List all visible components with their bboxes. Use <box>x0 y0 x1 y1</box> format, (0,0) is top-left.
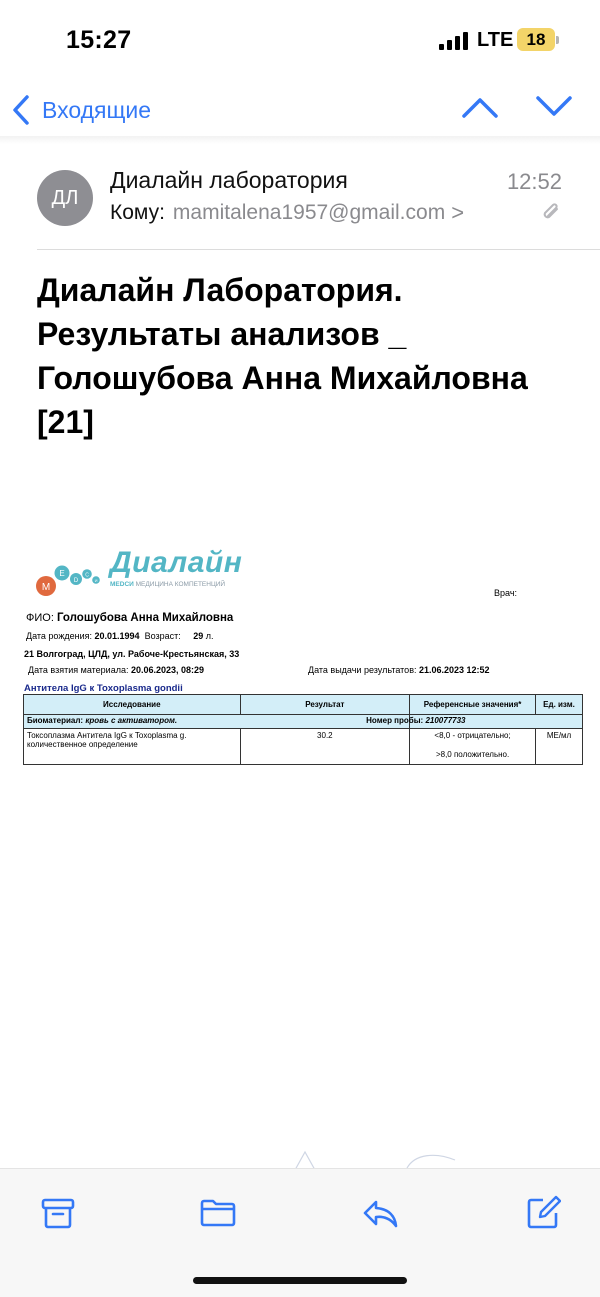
taken-row <box>28 665 204 675</box>
taken-label: Дата взятия материала: <box>28 665 129 675</box>
message-time: 12:52 <box>506 169 562 194</box>
next-message-button[interactable] <box>534 92 574 122</box>
reference-line: <8,0 - отрицательно; <box>434 731 511 740</box>
archive-icon[interactable] <box>40 1195 76 1231</box>
back-label: Входящие <box>42 96 152 123</box>
taken-value: 20.06.2023, 08:29 <box>130 665 205 675</box>
battery-tip <box>556 36 559 44</box>
faint-signature-icon <box>405 1150 465 1170</box>
test-reference <box>410 729 536 765</box>
biomaterial-label: Биоматериал: <box>27 716 84 725</box>
dob-label: Дата рождения: <box>26 631 92 641</box>
report-brand: Диалайн <box>110 546 243 579</box>
biomaterial-row <box>24 715 583 729</box>
table-row <box>24 729 583 765</box>
network-type: LTE <box>477 29 514 51</box>
sender-name[interactable]: Диалайн лаборатория <box>110 167 348 193</box>
age-value: 29 <box>193 631 204 641</box>
faint-mark-icon <box>290 1150 320 1170</box>
report-brand-sub <box>110 581 225 588</box>
to-label: Кому: <box>110 201 165 224</box>
nav-bar <box>0 80 600 140</box>
folder-icon[interactable] <box>200 1195 236 1231</box>
test-unit: МЕ/мл <box>536 729 583 765</box>
test-title: Антитела IgG к Toxoplasma gondii <box>24 683 183 694</box>
back-button[interactable] <box>10 90 151 130</box>
results-table <box>23 694 583 765</box>
table-header: Результат <box>240 695 410 715</box>
issued-value: 21.06.2023 12:52 <box>419 665 490 675</box>
logo-letter: И <box>94 578 98 583</box>
lab-report <box>20 540 585 780</box>
test-result: 30.2 <box>240 729 410 765</box>
dob-value: 20.01.1994 <box>94 631 140 641</box>
biomaterial-value: кровь с активатором. <box>85 716 178 725</box>
age-unit: л. <box>205 631 214 641</box>
battery-icon: 18 <box>517 28 555 51</box>
nav-shadow <box>0 136 600 144</box>
medsi-logo-icon <box>32 550 112 600</box>
issued-label: Дата выдачи результатов: <box>308 665 417 675</box>
brand-sub-prefix: МЕDСИ <box>110 581 134 588</box>
home-indicator[interactable] <box>193 1277 407 1284</box>
logo-letter: C <box>85 572 89 579</box>
patient-name-row <box>26 612 233 624</box>
recipient-row[interactable] <box>110 200 464 226</box>
header-divider <box>37 249 600 250</box>
logo-letter: D <box>73 578 79 584</box>
issued-row <box>308 665 490 675</box>
brand-sub-text: МЕДИЦИНА КОМПЕТЕНЦИЙ <box>135 581 226 588</box>
doctor-label: Врач: <box>494 588 518 598</box>
lab-address: 21 Волгоград, ЦЛД, ул. Рабоче-Крестьянская, 33 <box>24 649 240 659</box>
table-header: Ед. изм. <box>536 695 583 715</box>
fio-label: ФИО: <box>26 612 54 624</box>
sample-cell <box>366 715 583 729</box>
avatar[interactable]: ДЛ <box>37 170 93 226</box>
test-name: Токсоплазма Антитела IgG к Toxoplasma g. количественное определение <box>24 729 241 765</box>
logo-letter: E <box>59 569 65 578</box>
previous-message-button[interactable] <box>460 92 500 122</box>
sample-label: Номер пробы: <box>366 716 424 725</box>
patient-name: Голошубова Анна Михайловна <box>56 612 234 624</box>
paperclip-icon <box>540 200 562 224</box>
message-subject: Диалайн Лаборатория. Результаты анализов _ Голошубова Анна Михайловна [21] <box>37 272 528 440</box>
compose-icon[interactable] <box>525 1195 561 1231</box>
biomaterial-cell <box>24 715 410 729</box>
logo-letter: M <box>41 582 51 593</box>
chevron-left-icon <box>10 94 34 126</box>
dob-row <box>26 631 214 641</box>
signal-icon <box>439 32 469 50</box>
reply-icon[interactable] <box>362 1195 398 1231</box>
reference-line: >8,0 положительно. <box>435 750 510 759</box>
table-header: Референсные значения* <box>410 695 536 715</box>
to-address: mamitalena1957@gmail.com <box>172 201 446 224</box>
sample-value: 210077733 <box>425 716 466 725</box>
status-time: 15:27 <box>66 26 132 54</box>
chevron-right-icon: > <box>451 200 465 225</box>
age-label: Возраст: <box>144 631 181 641</box>
table-header: Исследование <box>24 695 241 715</box>
status-bar <box>0 0 600 80</box>
